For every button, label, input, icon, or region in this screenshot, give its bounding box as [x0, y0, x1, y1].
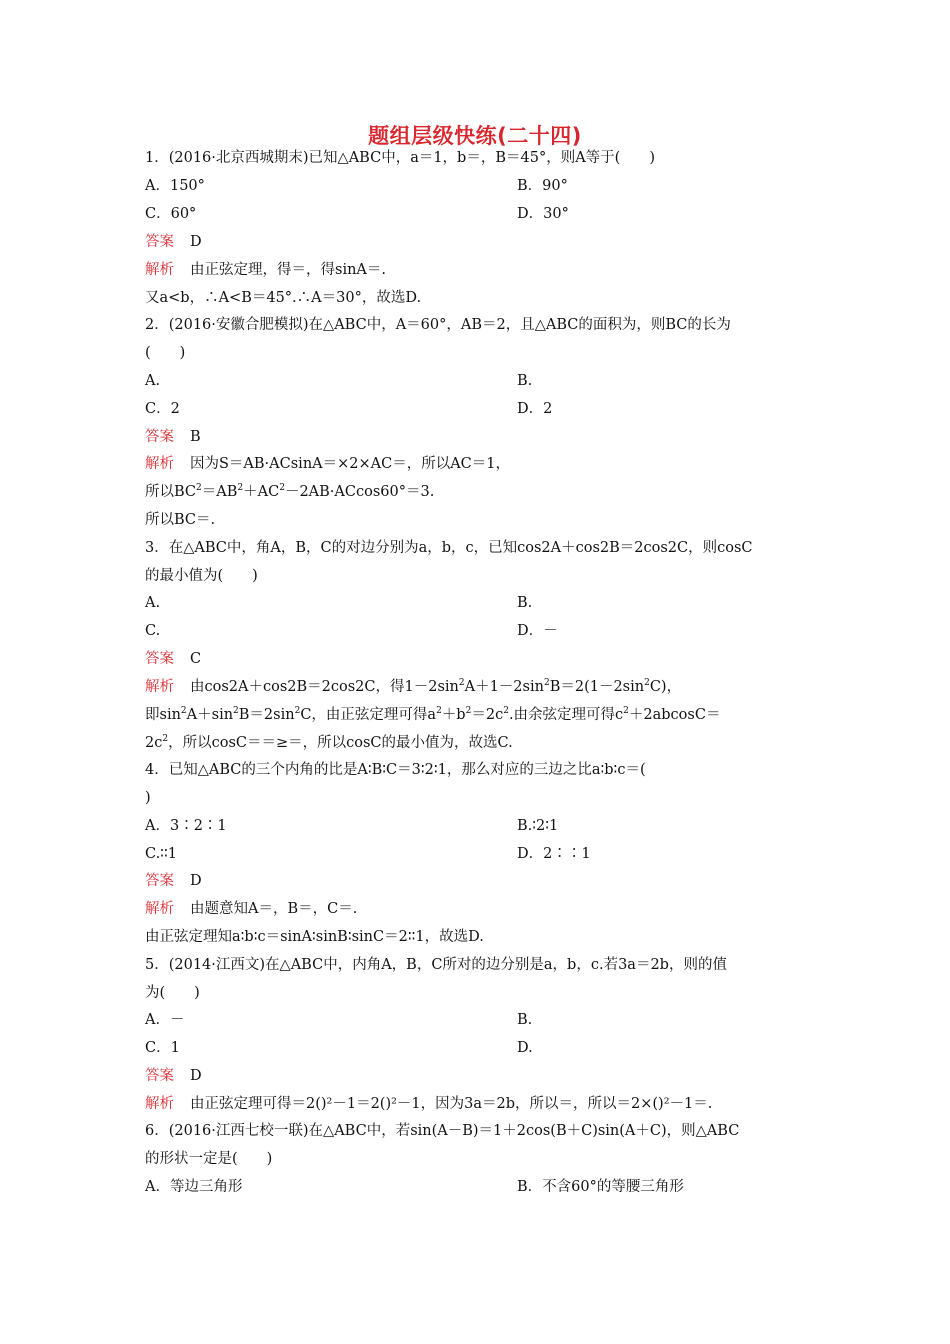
q5-option-b: B.: [517, 1012, 533, 1028]
q2-answer-value: B: [190, 429, 201, 445]
q1-option-a: A．150°: [145, 178, 205, 194]
q3-option-d: D．－: [517, 623, 558, 639]
q3-option-a: A.: [145, 595, 161, 611]
analysis-label: 解析: [145, 679, 174, 695]
q5-stem-line2: 为( ): [145, 985, 200, 1001]
q1-answer: [145, 232, 202, 252]
q6-option-a: A．等边三角形: [145, 1179, 243, 1195]
q4-analysis: [145, 899, 357, 919]
q3-answer-value: C: [190, 651, 202, 667]
q3-analysis-line3: $2c^2$，所以cosC＝＝≥＝，所以cosC的最小值为，故选C.: [145, 734, 513, 751]
analysis-label: 解析: [145, 1096, 174, 1112]
q3-analysis-line2: 即$\sin^2A+\sin^2B=2\sin^2C$，由正弦定理可得$a^2+b^2=2c^2$.由余弦定理可得$c^2+2abcosC=$: [145, 706, 721, 723]
q5-stem-line1: 5．(2014·江西文)在△ABC中，内角A，B，C所对的边分别是a，b，c.若3a＝2b，则的值: [145, 957, 727, 973]
q2-analysis: [145, 454, 510, 474]
q3-option-b: B.: [517, 595, 533, 611]
q3-analysis: 解析 由cos2A＋cos2B＝2cos2C，得$1-2\sin^2A+1-2\sin^2B=2(1-2\sin^2C)$，: [145, 678, 682, 695]
answer-label: 答案: [145, 873, 174, 889]
q4-option-c: C.∶∶1: [145, 846, 177, 862]
q6-stem-line2: 的形状一定是( ): [145, 1151, 273, 1167]
q4-analysis-line1: 由题意知A＝，B＝，C＝.: [190, 901, 358, 917]
q6-option-b: B．不含60°的等腰三角形: [517, 1179, 684, 1195]
answer-label: 答案: [145, 1068, 174, 1084]
q2-option-d: D．2: [517, 401, 553, 417]
q2-option-b: B.: [517, 373, 533, 389]
q5-analysis: [145, 1094, 712, 1114]
q4-stem-line1: 4．已知△ABC的三个内角的比是A∶B∶C＝3∶2∶1，那么对应的三边之比a∶b∶c＝(: [145, 762, 646, 778]
q2-option-c: C．2: [145, 401, 180, 417]
q5-option-d: D.: [517, 1040, 533, 1056]
q4-answer: [145, 871, 202, 891]
q5-answer: [145, 1066, 202, 1086]
q2-option-a: A.: [145, 373, 161, 389]
analysis-label: 解析: [145, 456, 174, 472]
q6-stem-line1: 6．(2016·江西七校一联)在△ABC中，若sin(A－B)＝1＋2cos(B＋C)sin(A＋C)，则△ABC: [145, 1123, 740, 1139]
answer-label: 答案: [145, 429, 174, 445]
q2-answer: [145, 427, 201, 447]
analysis-label: 解析: [145, 901, 174, 917]
page-title: 题组层级快练(二十四): [368, 124, 582, 148]
q1-option-b: B．90°: [517, 178, 568, 194]
q1-analysis: [145, 260, 386, 280]
q1-analysis-line2: 又a<b，∴A<B＝45°.∴A＝30°，故选D.: [145, 290, 422, 306]
q5-analysis-line1: 由正弦定理可得＝2()²－1＝2()²－1，因为3a＝2b，所以＝，所以＝2×()²－1＝.: [190, 1096, 713, 1112]
q5-answer-value: D: [190, 1068, 202, 1084]
q5-option-a: A．－: [145, 1012, 185, 1028]
q4-analysis-line2: 由正弦定理知a∶b∶c＝sinA∶sinB∶sinC＝2∶∶1，故选D.: [145, 929, 484, 945]
q4-stem-line2: ): [145, 790, 151, 806]
q4-option-b: B.∶2∶1: [517, 818, 559, 834]
q3-stem-line2: 的最小值为( ): [145, 568, 258, 584]
q1-stem: 1．(2016·北京西城期末)已知△ABC中，a＝1，b＝，B＝45°，则A等于( ): [145, 150, 655, 166]
q4-answer-value: D: [190, 873, 202, 889]
q3-option-c: C.: [145, 623, 161, 639]
q2-analysis-line1: 因为S＝AB·ACsinA＝×2×AC＝，所以AC＝1，: [190, 456, 511, 472]
q1-analysis-line1: 由正弦定理，得＝，得sinA＝.: [190, 262, 386, 278]
q4-option-a: A．3∶2∶1: [145, 818, 227, 834]
q5-option-c: C．1: [145, 1040, 180, 1056]
q2-stem-line1: 2．(2016·安徽合肥模拟)在△ABC中，A＝60°，AB＝2，且△ABC的面积为，则BC的长为: [145, 317, 731, 333]
q4-option-d: D．2∶∶1: [517, 846, 591, 862]
q1-option-d: D．30°: [517, 206, 569, 222]
q3-stem-line1: 3．在△ABC中，角A，B，C的对边分别为a，b，c，已知cos2A＋cos2B＝2cos2C，则cosC: [145, 540, 753, 556]
answer-label: 答案: [145, 234, 174, 250]
analysis-label: 解析: [145, 262, 174, 278]
q2-stem-line2: ( ): [145, 345, 186, 361]
q1-answer-value: D: [190, 234, 202, 250]
answer-label: 答案: [145, 651, 174, 667]
q2-analysis-line2: 所以$BC^2=AB^2+AC^2-2AB\cdot ACcos60^\circ=3$.: [145, 483, 435, 500]
q2-analysis-line3: 所以BC＝.: [145, 512, 216, 528]
q1-option-c: C．60°: [145, 206, 197, 222]
q3-answer: [145, 649, 201, 669]
